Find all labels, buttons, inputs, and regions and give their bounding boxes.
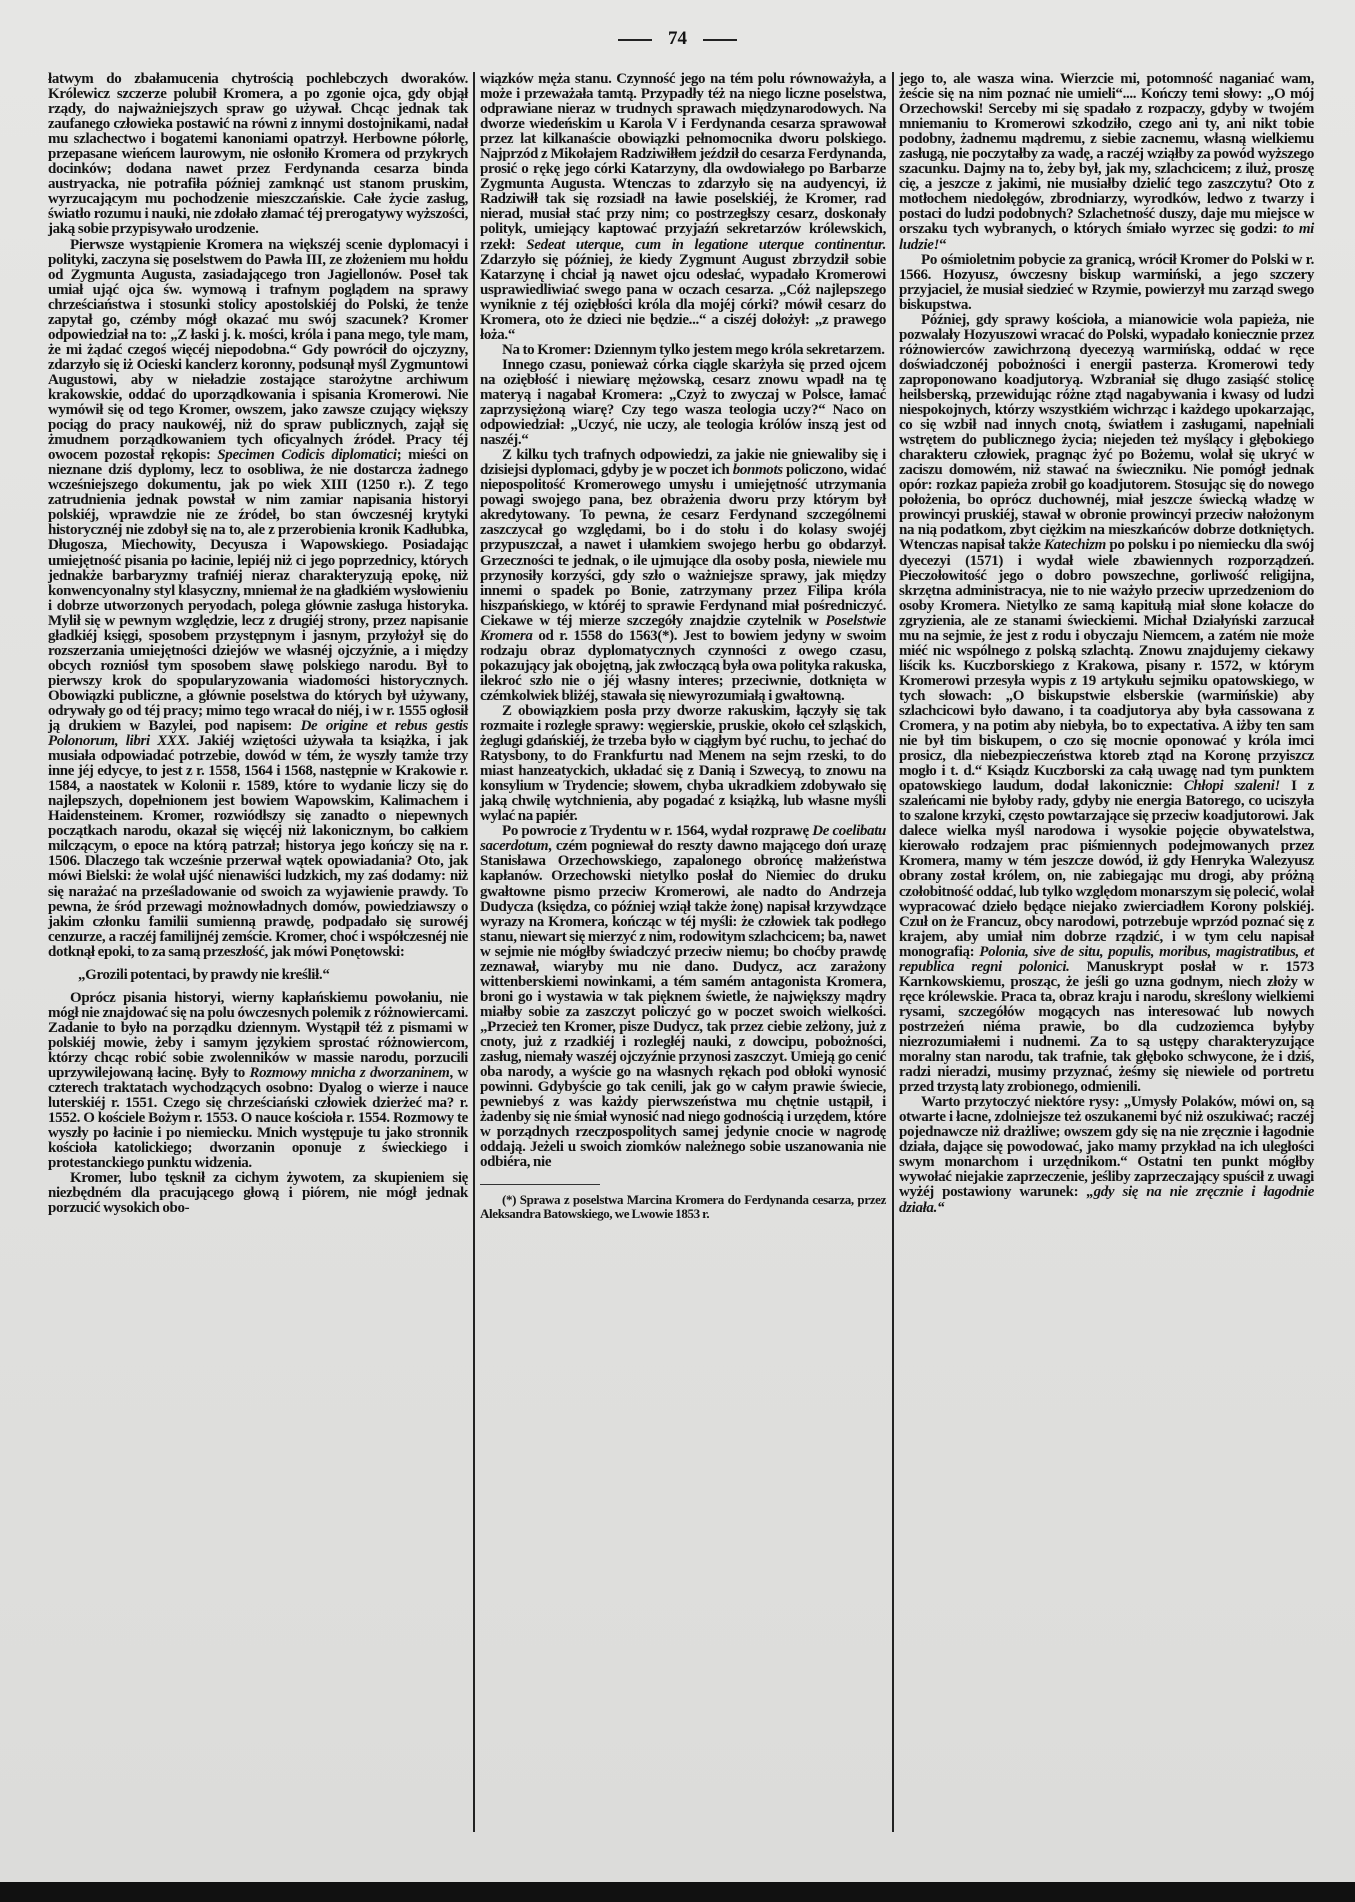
- text-run: Na to Kromer: Dziennym tylko jestem mego króla sekretarzem.: [502, 341, 885, 358]
- paragraph: [48, 238, 468, 960]
- text-run: I z szaleńcami nie byłoby rady, gdyby nie energia Batorego, co uciszyła to szalone krzyki, często powtarzające się przeciw koadjutorowi. Jak dalece wielka myśl narodowa i wysokie pojęcie obywatelstwa, kierowało rodzajem prac piśmiennych podejmowanych przez Kromera, mamy w tém jeszcze dowód, iż gdy Henryka Walezyusz obrany został królem, on, nie zabiegając mu drogi, aby próżną czołobitność oddać, lub tylko względom monarszym się polecić, wolał wypracować dzieło będące niejako zwierciadłem Korony polskiéj. Czuł on że Francuz, obcy narodowi, potrzebuje wprzód poznać się z krajem, aby umiał nim dobrze rządzić, i w tym celu napisał monografią:: [899, 778, 1314, 960]
- text-run: Po ośmioletnim pobycie za granicą, wrócił Kromer do Polski w r. 1566. Hozyusz, ówczesny biskup warmiński, a jego szczery przyjaciel, że musiał siedzieć w Rzymie, powierzył mu zarząd swego biskupstwa.: [899, 251, 1314, 313]
- text-run: ; mieści on nieznane dziś dyplomy, lecz to osobliwa, że nie dostarcza żadnego wcześniejszego dokumentu, jak po wiek XIII (1250 r.). Z tego zatrudnienia jednak powstał w nim zamiar napisania historyi polskiéj, wprawdzie nie ze źródeł, bo stan ówczesnéj krytyki historycznéj nie zdobył się na to, ale z przerobienia kronik Kadłubka, Długosza, Miechowity, Decyusza i Wapowskiego. Posiadając umiejętność pisania po łacinie, lepiéj niż ci jego poprzednicy, których jednakże barbaryzmy trafniéj nieraz charakteryzują epokę, niż konwencyonalny styl klasyczny, mniemał że na gładkiém wysłowieniu i dobrze utworzonych peryodach, polega głównie zasługa historyka. Mylił się w pewnym względzie, lecz z drugiéj strony, przez napisanie gładkiéj księgi, sposobem przystępnym i jasnym, przyłożył się do rozszerzania umiejętności dziejów we własnéj ojczyźnie, a i między obcych rozniósł tym sposobem sławę polskiego narodu. Był to pierwszy krok do spopularyzowania wiadomości historycznych. Obowiązki publiczne, a głównie poselstwa do których był używany, odrywały go od téj pracy; mimo tego wracał do niéj, i w r. 1555 ogłosił ją drukiem w Bazylei, pod napisem:: [48, 447, 468, 735]
- text-run: od r. 1558 do 1563(*). Jest to bowiem jedyny w swoim rodzaju obraz dyplomatycznych czynności z owego czasu, pokazujący jak obojętną, jak zwłoczącą była owa polityka rakuska, ilekroć szło nie o jéj własny interes; przeciwnie, dotknięta w czémkolwiek bliżéj, stawała się niewyrozumiałą i gwałtowną.: [480, 627, 886, 704]
- column-divider: [473, 72, 475, 1832]
- footnote-separator: [480, 1184, 600, 1185]
- italic-text-run: Chłopi szaleni!: [1183, 778, 1280, 795]
- dash-right: [703, 39, 737, 41]
- text-run: wiązków męża stanu. Czynność jego na tém polu równoważyła, a może i przeważała tamtą. Przypadły téż na niego liczne poselstwa, odprawiane nieraz w trudnych sprawach międzynarodowych. Na dworze wiedeńskim u Karola V i Ferdynanda cesarza sprawował przez lat kilkanaście obowiązki pełnomocnika dworu polskiego. Najprzód z Mikołajem Radziwiłłem jeździł do cesarza Ferdynanda, prosić o rękę jego córki Katarzyny, dla owdowiałego po Barbarze Zygmunta Augusta. Wtenczas to zdarzyło się na audyencyi, iż Radziwiłł tak się rozsiadł na ławie poselskiéj, że Kromer, rad nierad, musiał stać przy nim; co postrzegłszy cesarz, doskonały polityk, umiejący kaptować przyjaźń sekretarzów królewskich, rzekł:: [480, 71, 886, 253]
- footnote: (*) Sprawa z poselstwa Marcina Kromera do Ferdynanda cesarza, przez Aleksandra Batowskiego, we Lwowie 1853 r.: [480, 1192, 886, 1222]
- paragraph: [480, 72, 886, 343]
- paragraph: [480, 824, 886, 1170]
- italic-text-run: Poselstwie Kromera: [480, 612, 886, 644]
- quote-paragraph: [48, 968, 468, 983]
- paragraph: [899, 1095, 1314, 1215]
- text-run: Z obowiązkiem posła przy dworze rakuskim, łączyły się tak rozmaite i rozległe sprawy: węgierskie, pruskie, około ceł szląskich, żeglugi gdańskiéj, że trzeba było w ciągłym być ruchu, to jechać do Ratysbony, to do Frankfurtu nad Menem na sejm rzeski, to do miast hanzeatyckich, układać się z Danią i Szwecyą, to znowu na konsylium w Trydencie; słowem, chyba ukradkiem zdobywało się jaką chwilę wytchnienia, aby pogadać z książką, lub własne myśli wylać na papiér.: [480, 702, 886, 825]
- italic-text-run: Rozmowy mnicha z dworzaninem: [249, 1065, 450, 1082]
- column-3: [899, 72, 1314, 1216]
- text-run: Manuskrypt posłał w r. 1573 Karnkowskiemu, prosząc, że jeśli go uzna godnym, niech złoży w ręce królewskie. Praca ta, obraz kraju i narodu, skreślony wielkiemi rysami, szczegółów mogących nas interesować lub nowych postrzeżeń niéma prawie, bo dla cudzoziemca byłyby niezrozumiałemi i nudnemi. Za to są ustępy charakteryzujące moralny stan narodu, tak trafnie, tak głęboko schwycone, że i dziś, radzi nieradzi, musimy przyznać, żeśmy się niewiele od portretu przed trzystą laty zrobionego, odmienili.: [899, 958, 1314, 1096]
- text-run: „Grozili potentaci, by prawdy nie kreślił.“: [78, 966, 330, 983]
- paragraph: [899, 72, 1314, 253]
- text-run: łatwym do zbałamucenia chytrością pochlebczych dworaków. Królewicz szczerze polubił Kromera, a po zgonie ojca, gdy objął rządy, do najważniejszych spraw go używał. Chcąc jednak tak zaufanego człowieka postawić na równi z innymi dostojnikami, nadał mu szlachectwo i bogatemi kanoniami opatrzył. Herbowne półorlę, przepasane wieńcem laurowym, nie osłoniło Kromera od przykrych docinków; dodana nawet przez Ferdynanda cesarza binda austryacka, nie potrafiła później zamknąć ust stanom pruskim, wyrzucającym mu pochodzenie mieszczańskie. Całe życie zasług, światło rozumu i nauki, nie zdołało złamać téj prerogatywy wyższości, jaką sobie przypisywało urodzenie.: [48, 71, 468, 238]
- paragraph: [480, 343, 886, 358]
- italic-text-run: Sedeat uterque, cum in legatione uterque continentur.: [526, 236, 886, 253]
- italic-text-run: Specimen Codicis diplomatici: [217, 447, 397, 464]
- column-1: [48, 72, 468, 1217]
- italic-text-run: bonmots: [732, 462, 783, 479]
- column-2: [480, 72, 886, 1221]
- paragraph: [899, 253, 1314, 313]
- page-number: [0, 28, 1355, 50]
- text-run: Innego czasu, ponieważ córka ciągle skarżyła się przed ojcem na oziębłość i niewiarę mężowską, cesarz znowu wpadł na tę materyą i nagabał Kromera: „Czyż to zwyczaj w Polsce, łamać zaprzysiężoną wiarę? Czy tego wasza teologia uczy?“ Naco on odpowiedział: „Uczyć, nie uczy, ale teologia królów inszą jest od naszéj.“: [480, 356, 886, 449]
- text-run: Oprócz pisania historyi, wierny kapłańskiemu powołaniu, nie mógł nie znajdować się na polu ówczesnych polemik z różnowiercami. Zadanie to było na porządku dziennym. Wystąpił téż z pismami w polskiéj mowie, żeby i samym językiem sprostać różnowiercom, którzy chcąc robić sobie zwolenników w massie narodu, porzucili uprzywilejowaną łacinę. Były to: [48, 989, 468, 1082]
- paragraph: [48, 72, 468, 238]
- paragraph: [48, 1171, 468, 1216]
- text-run: Kromer, lubo tęsknił za cichym żywotem, za skupieniem się niezbędném dla pracującego głową i piórem, nie mógł jednak porzucić wysokich obo-: [48, 1170, 468, 1217]
- italic-text-run: to mi ludzie!: [899, 221, 1314, 253]
- paragraph: [480, 358, 886, 448]
- text-run: , czém pogniewał do reszty dawno mającego doń urazę Stanisława Orzechowskiego, zapalonego obrońcę małżeństwa kapłanów. Orzechowski nietylko posłał do Niemiec do druku gwałtowne pismo przeciw Kromerowi, ale nadto do Andrzeja Dudycza (księdza, co później wziął także żonę) napisał krzywdzące wyrazy na Kromera, kończąc w téj myśli: że człowiek tak podłego stanu, niewart się mierzyć z nim, rodowitym szlachcicem; ba, nawet w sejmie nie mógłby świadczyć przeciw niemu; bo choćby prawdę zeznawał, wiaryby mu nie dano. Dudycz, acz zarażony wittenberskiemi nowinkami, a tém samém antagonista Kromera, broni go i wystawia w tak pięknem świetle, że największy mądry miałby sobie za zaszczyt policzyć go w poczet swoich wielkości. „Przecież ten Kromer, pisze Dudycz, tak przez ciebie zelżony, już z cnoty, już z rzadkiéj i rozległéj nauki, z dowcipu, pobożności, zasług, niemały waszéj ojczyźnie przynosi zaszczyt. Umieją go cenić oba narody, a wyście go na własnych rękach pod obłoki wynosić powinni. Gdybyście go tak cenili, jak go w całym prawie świecie, pewniebyś z was każdy pierwszeństwa mu chętnie ustąpił, i żadenby się nie śmiał wynosić nad niego godnością i urzędem, które w porządnych rzeczpospolitych samej jedynie cnocie w nagrodę oddają. Jeżeli u swoich ziomków należnego sobie uszanowania nie odbiéra, nie: [480, 838, 886, 1171]
- text-run: , w czterech traktatach wychodzących osobno: Dyalog o wierze i nauce luterskiéj r. 1551. Czego się chrześciański człowiek dzierżeć ma? r. 1552. O kościele Bożym r. 1553. O nauce kościoła r. 1554. Rozmowy te wyszły po łacinie i po niemiecku. Mnich występuje tu jako stronnik kościoła katolickiego; dworzanin oponuje z świeckiego i protestanckiego punktu widzenia.: [48, 1065, 468, 1172]
- text-run: policzono, widać niepospolitość Kromerowego umysłu i umiejętność utrzymania powagi swojego pana, bez obrażenia dworu przy którym był akredytowany. To pewna, że cesarz Ferdynand szczególnemi zaszczycał go względami, bo i do stołu i do kolasy swojéj przypuszczał, a nawet i ułamkiem swojego herbu go obdarzył. Grzeczności te jednak, o ile ujmujące dla osoby posła, niewiele mu przynosiły korzyści, gdy szło o ważniejsze sprawy, jak między innemi o spadek po Bonie, zatrzymany przez Filipa króla hiszpańskiego, w któréj to sprawie Ferdynand miał pośredniczyć. Ciekawe w téj mierze szczegóły znajdzie czytelnik w: [480, 462, 886, 629]
- page-number-text: 74: [668, 28, 687, 49]
- italic-text-run: Polonia, sive de situ, populis, moribus, magistratibus, et republica regni polonici.: [899, 943, 1314, 975]
- text-run: Warto przytoczyć niektóre rysy: „Umysły Polaków, mówi on, są otwarte i łacne, zdolniejsze też oszukanemi być niż oszukiwać; raczéj pojednawcze niż drażliwe; owszem gdy się na nie zręcznie i łagodnie działa, dające się powodować, jako mamy przykład na ich uległości swym monarchom i urzędnikom.“ Ostatni ten punkt mógłby wywołać niejakie zaprzeczenie, jeśliby zaprzeczający spuścił z uwagi wyżéj postawiony warunek:: [899, 1094, 1314, 1201]
- paragraph: [480, 448, 886, 704]
- text-run: “: [939, 236, 947, 253]
- italic-text-run: De coelibatu sacerdotum: [480, 823, 887, 855]
- paragraph: [899, 313, 1314, 1095]
- paragraph: [480, 704, 886, 824]
- italic-text-run: Katechizm: [1044, 537, 1106, 554]
- text-run: Jakiéj wziętości używała ta książka, i jak musiała odpowiadać potrzebie, dowód w tém, że wyszły tamże trzy inne jéj edycye, to jest z r. 1558, 1564 i 1568, następnie w Krakowie r. 1584, a naostatek w Kolonii r. 1589, które to wydanie liczy się do najlepszych, dopełnionem jest bowiem Wapowskim, Kalimachem i Haidensteinem. Kromer, rozwiódłszy się zanadto o niepewnych początkach narodu, okazał się więcéj niż lakonicznym, bo całkiem milczącym, o epoce na którą patrzał; historya jego kończy się na r. 1506. Dlaczego tak wcześnie przerwał wątek opowiadania? Oto, jak mówi Bielski: że wolał ujść nienawiści ludzkich, my zaś dodamy: niż się narażać na prześladowanie od swoich za wyjawienie prawdy. To pewna, że śród przewagi możnowładnych domów, powiedziawszy o jakim członku familii sumienną prawdę, podpadało się surowéj cenzurze, a raczéj familijnéj zemście. Kromer, choć i współczesnéj nie dotknął epoki, to za samą przeszłość, jak mówi Ponętowski:: [48, 733, 469, 960]
- text-run: jego to, ale wasza wina. Wierzcie mi, potomność naganiać wam, żeście się na nim poznać nie umieli“.... Kończy temi słowy: „O mój Orzechowski! Serceby mi się spadało z rozpaczy, gdyby w twojém mniemaniu to Kromerowi szkodziło, czego ani ty, ani nikt tobie podobny, żadnemu mądremu, z siebie zacnemu, własną wielkiemu zasługą, nie poczytałby za wadę, a raczéj wziąłby za powód wyższego szacunku. Dajmy na to, żeby był, jak my, szlachcicem; z iluż, proszę cię, a jeszcze z jakimi, nie musiałby dzielić tego zaszczytu? Oto z motłochem niedołęgów, zbrodniarzy, wyrodków, ledwo z twarzy i postaci do ludzi podobnych? Szlachetność duszy, daje mu miejsce w orszaku tych wybranych, o których śmiało wyrzec się godzi:: [899, 71, 1314, 238]
- scan-edge: [0, 1882, 1355, 1902]
- text-run: Z kilku tych trafnych odpowiedzi, za jakie nie gniewaliby się i dzisiejsi dyplomaci, gdyby je w poczet ich: [480, 447, 886, 479]
- paragraph: [48, 991, 468, 1172]
- italic-text-run: De origine et rebus gestis Polonorum, libri XXX.: [48, 718, 468, 750]
- text-run: Pierwsze wystąpienie Kromera na większéj scenie dyplomacyi i polityki, zaczyna się poselstwem do Pawła III, ze złożeniem mu hołdu od Zygmunta Augusta, zasiadającego tron Jagiellonów. Poseł tak umiał ująć ojca św. wymową i trafnym poglądem na sprawy chrześciaństwa i stosunki stolicy apostolskiéj do Polski, że tenże zapytał go, czémby mógł okazać mu swój szacunek? Kromer odpowiedział na to: „Z łaski j. k. mości, króla i pana mego, tyle mam, że mi żądać czegoś więcéj niepodobna.“ Gdy powrócił do ojczyzny, zdarzyło się iż Ocieski kanclerz koronny, podsunął myśl Zygmuntowi Augustowi, aby w nieładzie zostające starożytne archiwum krakowskie, oddać do uporządkowania i spisania Kromerowi. Nie wymówił się od tego Kromer, owszem, jako zawsze czujący większy pociąg do pracy naukowéj, niż do spraw publicznych, zajął się żmudnem porządkowaniem tych oficyalnych źródeł. Pracy téj owocem pozostał rękopis:: [48, 236, 468, 464]
- text-run: Po powrocie z Trydentu w r. 1564, wydał rozprawę: [502, 823, 813, 840]
- text-run: po polsku i po niemiecku dla swój dyecezyi (1571) i wydał wiele zbawiennych rozporządzeń. Pieczołowitość jego o dobro powszechne, gorliwość religijna, skrzętna administracya, nie to nie ważyło przeciw uprzedzeniom do osoby Kromera. Nietylko ze samą kapitułą miał słone kołacze do zgryzienia, ale ze stanami świeckiemi. Michał Działyński zarzucał mu na sejmie, że jest z rodu i obyczaju Niemcem, a zatém nie może miéć nic wspólnego z polską szlachtą. Znowu znajdujemy ciekawy liścik ks. Kuczborskiego z Krakowa, pisany r. 1572, w którym Kromerowi przesyła wypis z 19 artykułu sejmiku opatowskiego, w tych słowach: „O biskupstwie elsberskie (warmińskie) aby szlachcicowi było dawano, i ta coadjutorya aby była cassowana z Cromera, y na potim aby niebyła, bo to expectativa. A iżby ten sam nie był tim biskupem, o czo się mocnie oponować y króla imci prosicz, dla niebezpieczeństwa ktoreb ztąd na Koronę przyiszcz mogło i t. d.“ Ksiądz Kuczborski za całą uwagę nad tym punktem opatowskiego laudum, dodał lakonicznie:: [899, 537, 1315, 795]
- column-divider: [892, 72, 894, 1832]
- text-run: Później, gdy sprawy kościoła, a mianowicie wola papieża, nie pozwalały Hozyuszowi wracać do Polski, wypadało koniecznie przez różnowierców zawichrzoną dyecezyą warmińską, oddać w ręce doświadczonéj pobożności i energii pasterza. Kromerowi tedy zaproponowano koadjutoryą. Wzbraniał się długo zasiąść stolicę heilsberską, przewidując różne ztąd nagabywania i kwasy od ludzi niespokojnych, którzy wszystkiém wichrząc i każdego upokarzając, co się wzbił nad innych cnotą, światłem i zasługami, napełniali wstrętem do publicznego życia; niejeden też myślący i głębokiego charakteru człowiek, pragnąc żyć po Bożemu, wolał się ukryć w zaciszu domowém, niż stawać na świeczniku. Nie pomógł jednak opór: rozkaz papieża zrobił go koadjutorem. Stosując się do nowego położenia, bo oprócz duchownéj, miał jeszcze świecką władzę w prowincyi pruskiéj, stawał w obronie prowincyi przeciw nałożonym na nią podatkom, zbyt ciężkim na mieszkańców dobrze dotkniętych. Wtenczas napisał także: [899, 311, 1314, 554]
- dash-left: [618, 39, 652, 41]
- text-run: Zdarzyło się później, że kiedy Zygmunt August zbrzydził sobie Katarzynę i chciał ją nawet ojcu odesłać, wypadało Kromerowi usprawiedliwiać swego pana w oczach cesarza. „Cóż najlepszego wyniknie z téj oziębłości króla dla mojéj córki? mówił cesarz do Kromera, oto że dzieci nie będzie...“ a ciszéj dołożył: „z prawego łoża.“: [480, 251, 886, 343]
- italic-text-run: „gdy się na nie zręcznie i łagodnie działa.“: [899, 1184, 1315, 1216]
